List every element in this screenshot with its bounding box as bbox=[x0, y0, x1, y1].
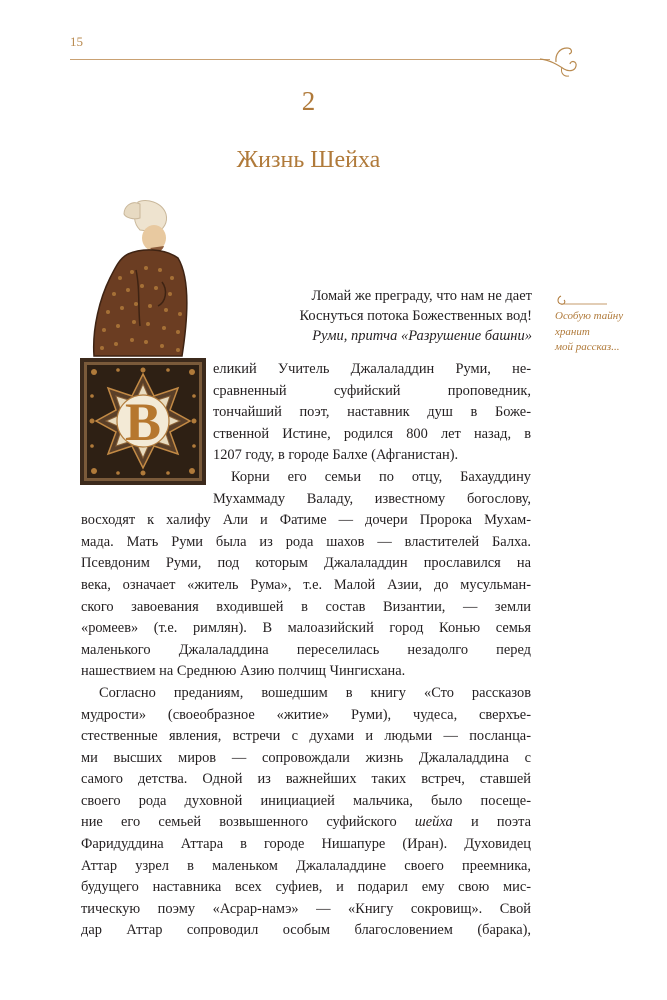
paragraph-1-line: сравненный суфийский проповедник, bbox=[213, 382, 531, 399]
paragraph-3-line: Согласно преданиям, вошедшим в книгу «Сто рассказов bbox=[99, 684, 531, 701]
paragraph-3-line: будущего наставника всех суфиев, и подарил ему свою мис- bbox=[81, 879, 531, 896]
sufi-figure-illustration bbox=[80, 198, 204, 358]
paragraph-3-line: своего рода духовной инициацией мальчика, было посеще- bbox=[81, 792, 531, 809]
paragraph-2-line: маленького Джалаладдина переселилась незадолго перед bbox=[81, 641, 531, 658]
paragraph-1-line: еликий Учитель Джалаладдин Руми, не- bbox=[213, 361, 531, 377]
paragraph-2-line: Корни его семьи по отцу, Бахауддину bbox=[231, 468, 531, 485]
paragraph-1-line: ственной Истине, родился 800 лет назад, в bbox=[213, 425, 531, 442]
body-text bbox=[81, 359, 531, 942]
paragraph-3-line: тическую поэму «Асрар-намэ» — «Книгу сокровищ». Свой bbox=[81, 900, 531, 917]
paragraph-1-line: 1207 году, в городе Балхе (Афганистан). bbox=[213, 447, 459, 464]
paragraph-2-line: Псевдоним Руми, под которым Джалаладдин прославился на bbox=[81, 555, 531, 572]
paragraph-3-line: дар Аттар сопроводил особым благословением (барака), bbox=[81, 922, 531, 939]
text-run: и поэта bbox=[452, 814, 531, 831]
paragraph-2-line: нашествием на Среднюю Азию полчищ Чингисхана. bbox=[81, 663, 406, 680]
paragraph-2-line: века, означает «житель Рума», т.е. Малой Азии, до мусульман- bbox=[81, 576, 531, 593]
paragraph-1-line: тончайший поэт, наставник душ в Боже- bbox=[213, 404, 531, 421]
side-note-line: мой рассказ... bbox=[555, 341, 620, 353]
paragraph-2-line: восходят к халифу Али и Фатиме — дочери Пророка Мухам- bbox=[81, 512, 531, 529]
emphasis-term: шейха bbox=[414, 814, 453, 831]
paragraph-2-line: Мухаммаду Валаду, известному богослову, bbox=[213, 490, 531, 507]
paragraph-3-line: стественные явления, встречи с духами и людьми — посланца- bbox=[81, 728, 531, 745]
paragraph-3-line: мудрости» (своеобразное «житие» Руми), чудеса, сверхъе- bbox=[81, 706, 531, 723]
paragraph-3-line: Аттар узрел в маленьком Джалаладдине своего преемника, bbox=[81, 857, 531, 874]
paragraph-3-line: самого детства. Одной из важнейших таких встреч, ставшей bbox=[81, 771, 531, 788]
side-note-flourish-icon bbox=[555, 293, 611, 309]
paragraph-2-line: «ромеев» (т.е. римлян). В малоазийский город Конью семья bbox=[81, 620, 531, 637]
epigraph-line: Коснуться потока Божественных вод! bbox=[299, 308, 532, 324]
flourish-ornament-icon bbox=[536, 40, 582, 80]
paragraph-3-line bbox=[81, 812, 531, 834]
dropcap-letter: В bbox=[124, 392, 162, 452]
dropcap-space bbox=[81, 359, 213, 490]
side-note bbox=[555, 293, 635, 356]
side-note-line: Особую тайну bbox=[555, 310, 624, 322]
text-run: ние его семьей возвышенного суфийского bbox=[81, 814, 415, 831]
epigraph-source: Руми, притча «Разрушение башни» bbox=[312, 328, 532, 344]
page-number: 15 bbox=[70, 34, 83, 49]
side-note-line: хранит bbox=[555, 325, 590, 338]
paragraph-2-line: мада. Мать Руми была из рода шахов — властителей Балха. bbox=[81, 533, 531, 550]
paragraph-2-line: ского завоевания входившей в состав Византии, — земли bbox=[81, 598, 531, 615]
header-rule bbox=[70, 59, 550, 60]
chapter-number: 2 bbox=[301, 86, 316, 116]
chapter-title: Жизнь Шейха bbox=[236, 147, 381, 173]
epigraph-line: Ломай же преграду, что нам не дает bbox=[311, 288, 532, 304]
paragraph-3-line: ми высших миров — сопровождали жизнь Джалаладдина с bbox=[81, 749, 531, 766]
paragraph-3-line: Фаридуддина Аттара в городе Нишапуре (Иран). Духовидец bbox=[81, 836, 531, 853]
epigraph bbox=[299, 286, 532, 346]
